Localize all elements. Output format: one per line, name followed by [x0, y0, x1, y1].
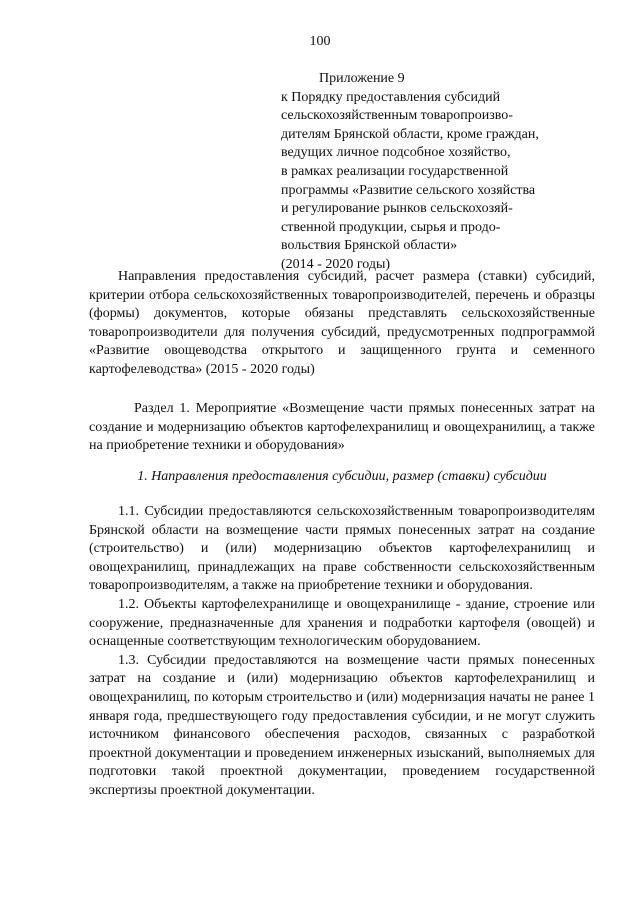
appendix-block [281, 70, 581, 275]
appendix-line: ведущих личное подсобное хозяйство, [281, 145, 511, 161]
appendix-line: дителям Брянской области, кроме граждан, [281, 126, 539, 142]
appendix-line: в рамках реализации государственной [281, 163, 509, 179]
appendix-line: ственной продукции, сырья и продо- [281, 219, 501, 235]
appendix-line: вольствия Брянской области» [281, 238, 458, 254]
body-text [89, 503, 595, 801]
appendix-line: (2014 - 2020 годы) [281, 256, 391, 272]
section-heading: Раздел 1. Мероприятие «Возмещение части прямых понесенных затрат на создание и модернизацию объектов картофелехранилищ и овощехранилищ, а также на приобретение техники и оборудования» [89, 401, 595, 454]
sub-heading: 1. Направления предоставления субсидии, размер (ставки) субсидии [137, 469, 547, 484]
paragraph-1-1: 1.1. Субсидии предоставляются сельскохозяйственным товаропроизводителям Брянской области на возмещение части прямых понесенных затрат на создание (строительство) и (или) модернизацию объектов картофелехранилищ и овощехранилищ, принадлежащих на праве собственности сельскохозяйственным товаропроизводителям, а также на приобретение техники и оборудования. [89, 504, 595, 594]
document-preamble: Направления предоставления субсидий, расчет размера (ставки) субсидий, критерии отбора сельскохозяйственных товаропроизводителей, перечень и образцы (формы) документов, которые обязаны представлять сельскохозяйственные товаропроизводители для получения субсидий, предусмотренных подпрограммой «Развитие овощеводства открытого и защищенного грунта и семенного картофелеводства» (2015 - 2020 годы) [89, 269, 595, 377]
page-number: 100 [309, 34, 331, 49]
appendix-line: и регулирование рынков сельскохозяй- [281, 201, 513, 217]
appendix-line: к Порядку предоставления субсидий [281, 89, 501, 105]
appendix-line: программы «Развитие сельского хозяйства [281, 182, 536, 198]
paragraph-1-2: 1.2. Объекты картофелехранилище и овощехранилище - здание, строение или сооружение, предназначенные для хранения и подработки картофеля (овощей) и оснащенные соответствующим технологическим оборудованием. [89, 596, 595, 650]
appendix-line: сельскохозяйственным товаропроизво- [281, 108, 513, 124]
paragraph-1-3: 1.3. Субсидии предоставляются на возмещение части прямых понесенных затрат на создание и (или) модернизацию объектов картофелехранилищ и овощехранилищ, по которым строительство и (или) модернизация начаты не ранее 1 января года, предшествующего году предоставления субсидии, и не могут служить источником финансового обеспечения расходов, связанных с разработкой проектной документации и проведением инженерных изысканий, выполняемых для подготовки такой проектной документации, проведением государственной экспертизы проектной документации. [89, 652, 595, 798]
appendix-title: Приложение 9 [319, 71, 405, 86]
